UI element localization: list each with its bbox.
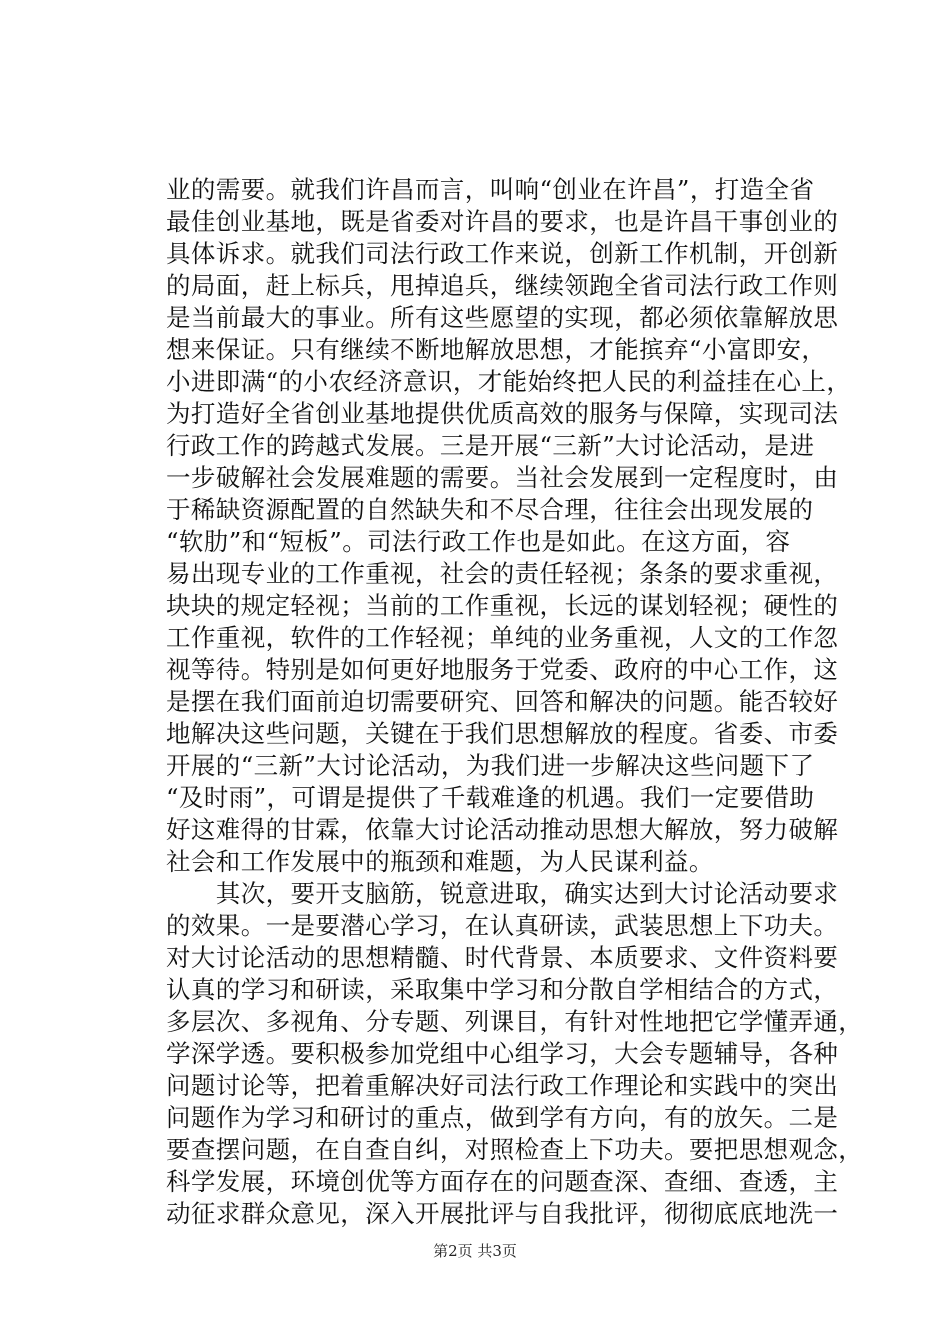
- text-line: 要查摆问题，在自查自纠，对照检查上下功夫。要把思想观念，: [166, 1135, 864, 1164]
- text-line: 社会和工作发展中的瓶颈和难题，为人民谋利益。: [166, 847, 714, 876]
- text-line: “及时雨”，可谓是提供了千载难逢的机遇。我们一定要借助: [166, 783, 815, 812]
- text-line: 问题讨论等，把着重解决好司法行政工作理论和实践中的突出: [166, 1071, 839, 1100]
- page-number: 第2页 共3页: [433, 1242, 517, 1260]
- text-line: 问题作为学习和研讨的重点，做到学有方向，有的放矢。二是: [166, 1103, 839, 1132]
- text-line: 学深学透。要积极参加党组中心组学习，大会专题辅导，各种: [166, 1039, 839, 1068]
- text-line: 视等待。特别是如何更好地服务于党委、政府的中心工作，这: [166, 655, 839, 684]
- text-line: 一步破解社会发展难题的需要。当社会发展到一定程度时，由: [166, 463, 839, 492]
- text-line: 地解决这些问题，关键在于我们思想解放的程度。省委、市委: [166, 719, 839, 748]
- text-line: 是摆在我们面前迫切需要研究、回答和解决的问题。能否较好: [166, 687, 839, 716]
- text-line: 好这难得的甘霖，依靠大讨论活动推动思想大解放，努力破解: [166, 815, 839, 844]
- text-line: 的效果。一是要潜心学习，在认真研读，武装思想上下功夫。: [166, 911, 839, 940]
- text-line: 小进即满“的小农经济意识，才能始终把人民的利益挂在心上，: [166, 367, 852, 396]
- text-line: 对大讨论活动的思想精髓、时代背景、本质要求、文件资料要: [166, 943, 839, 972]
- text-line: 的局面，赶上标兵，甩掉追兵，继续领跑全省司法行政工作则: [166, 271, 839, 300]
- text-line: 科学发展，环境创优等方面存在的问题查深、查细、查透，主: [166, 1167, 839, 1196]
- text-line: 业的需要。就我们许昌而言，叫响“创业在许昌”，打造全省: [166, 175, 815, 204]
- text-line: 行政工作的跨越式发展。三是开展“三新”大讨论活动，是进: [166, 431, 815, 460]
- paragraph-start-line: 其次，要开支脑筋，锐意进取，确实达到大讨论活动要求: [166, 879, 839, 908]
- text-line: 易出现专业的工作重视，社会的责任轻视；条条的要求重视，: [166, 559, 839, 588]
- text-line: 最佳创业基地，既是省委对许昌的要求，也是许昌干事创业的: [166, 207, 839, 236]
- text-line: 具体诉求。就我们司法行政工作来说，创新工作机制，开创新: [166, 239, 839, 268]
- page-footer: [0, 1241, 950, 1261]
- text-line: 为打造好全省创业基地提供优质高效的服务与保障，实现司法: [166, 399, 839, 428]
- text-line: 多层次、多视角、分专题、列课目，有针对性地把它学懂弄通，: [166, 1007, 864, 1036]
- text-line: 开展的“三新”大讨论活动，为我们进一步解决这些问题下了: [166, 751, 815, 780]
- text-line: 于稀缺资源配置的自然缺失和不尽合理，往往会出现发展的: [166, 495, 814, 524]
- text-line: 想来保证。只有继续不断地解放思想，才能摈弃“小富即安，: [166, 335, 827, 364]
- text-line: 动征求群众意见，深入开展批评与自我批评，彻彻底底地洗一: [166, 1199, 839, 1228]
- body-text: [166, 174, 864, 1230]
- text-line: “软肋”和“短板”。司法行政工作也是如此。在这方面，容: [166, 527, 791, 556]
- text-line: 认真的学习和研读，采取集中学习和分散自学相结合的方式，: [166, 975, 839, 1004]
- text-line: 工作重视，软件的工作轻视；单纯的业务重视，人文的工作忽: [166, 623, 839, 652]
- text-line: 是当前最大的事业。所有这些愿望的实现，都必须依靠解放思: [166, 303, 839, 332]
- text-line: 块块的规定轻视；当前的工作重视，长远的谋划轻视；硬性的: [166, 591, 839, 620]
